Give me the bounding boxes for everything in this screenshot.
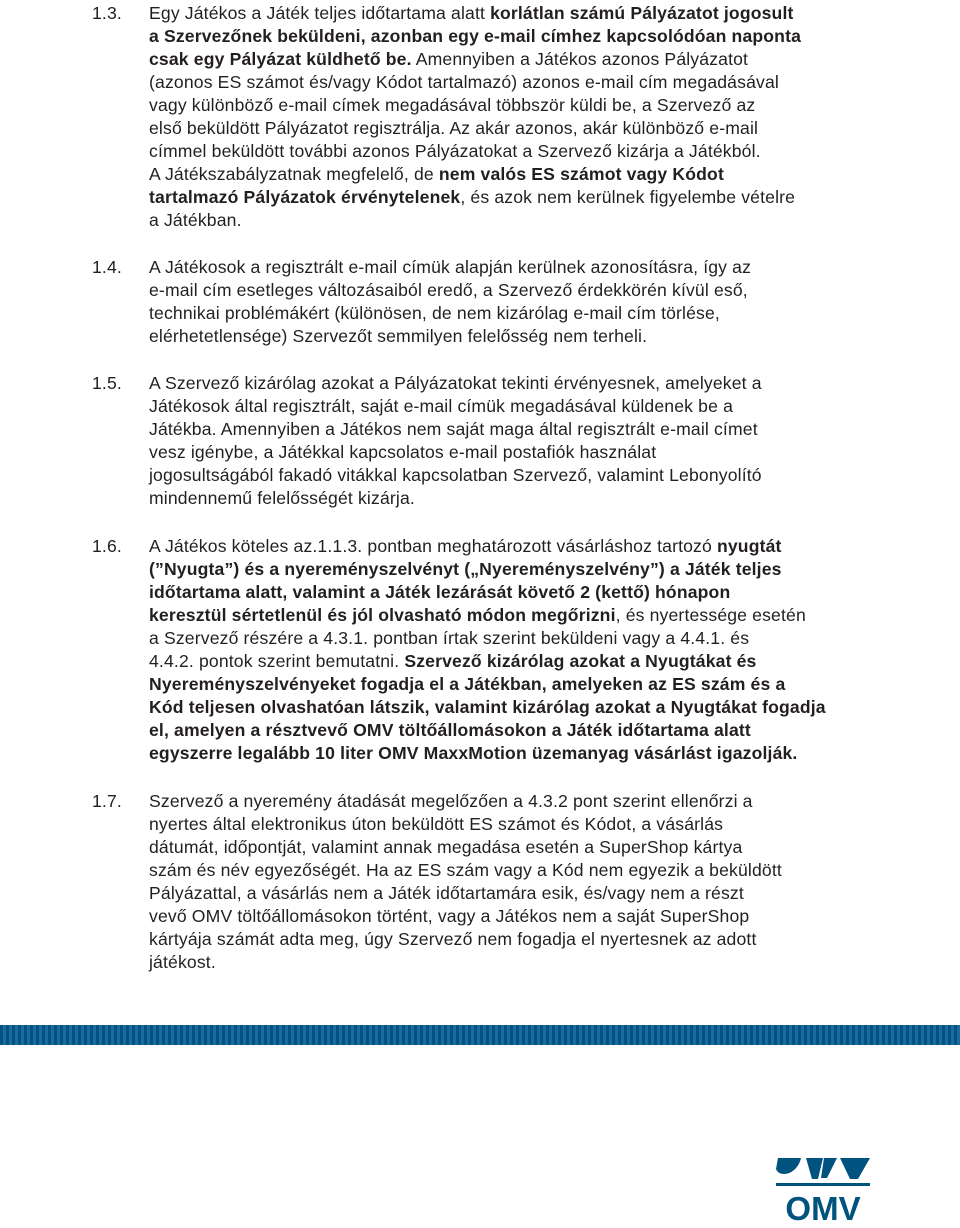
text-run: elérhetetlensége) Szervezőt semmilyen felelősség nem terheli.	[149, 326, 648, 346]
section-text	[149, 2, 889, 232]
text-run: , és nyertessége esetén	[615, 605, 806, 625]
text-run: 4.4.2. pontok szerint bemutatni.	[149, 651, 405, 671]
bold-text-run: nyugtát	[716, 536, 782, 556]
text-line	[149, 209, 889, 232]
omv-logo-text: OMV	[785, 1190, 861, 1223]
section-number: 1.5.	[92, 373, 122, 393]
bold-text-run: időtartama alatt, valamint a Játék lezárását követő 2 (kettő) hónapon	[149, 582, 731, 602]
text-line	[149, 928, 889, 951]
text-line	[149, 859, 889, 882]
text-line	[149, 627, 889, 650]
bold-text-run: keresztül sértetlenül és jól olvasható módon megőrizni	[149, 605, 616, 625]
text-run: címmel beküldött további azonos Pályázatokat a Szervező kizárja a Játékból.	[149, 141, 761, 161]
text-line	[149, 951, 889, 974]
text-line	[149, 790, 889, 813]
text-run: Pályázattal, a vásárlás nem a Játék időtartamára esik, és/vagy nem a részt	[149, 883, 744, 903]
text-run: (azonos ES számot és/vagy Kódot tartalmazó) azonos e-mail cím megadásával	[149, 72, 779, 92]
bold-text-run: csak egy Pályázat küldhető be.	[149, 49, 412, 69]
section-number: 1.7.	[92, 791, 122, 811]
text-line	[149, 673, 889, 696]
text-line	[149, 535, 889, 558]
section-text	[149, 256, 889, 348]
text-line	[149, 441, 889, 464]
text-line	[149, 882, 889, 905]
text-line	[149, 696, 889, 719]
text-run: vevő OMV töltőállomásokon történt, vagy a Játékos nem a saját SuperShop	[149, 906, 750, 926]
text-line	[149, 279, 889, 302]
text-run: Játékba. Amennyiben a Játékos nem saját maga által regisztrált e-mail címet	[149, 419, 758, 439]
text-run: technikai problémákért (különösen, de nem kizárólag e-mail cím törlése,	[149, 303, 720, 323]
text-run: A Szervező kizárólag azokat a Pályázatokat tekinti érvényesnek, amelyeket a	[149, 373, 762, 393]
section-number: 1.3.	[92, 3, 122, 23]
footer-stripe-band	[0, 1025, 960, 1045]
text-line	[149, 742, 889, 765]
bold-text-run: Nyereményszelvényeket fogadja el a Játékban, amelyeken az ES szám és a	[149, 674, 786, 694]
bold-text-run: korlátlan számú Pályázatot jogosult	[490, 3, 794, 23]
text-run: vagy különböző e-mail címek megadásával többször küldi be, a Szervező az	[149, 95, 756, 115]
text-run: vesz igénybe, a Játékkal kapcsolatos e-mail postafiók használat	[149, 442, 657, 462]
text-line	[149, 395, 889, 418]
text-line	[149, 25, 889, 48]
text-line	[149, 650, 889, 673]
text-line	[149, 558, 889, 581]
text-run: , és azok nem kerülnek figyelembe vételre	[460, 187, 796, 207]
text-line	[149, 48, 889, 71]
section-text	[149, 790, 889, 974]
bold-text-run: Szervező kizárólag azokat a Nyugtákat és	[404, 651, 757, 671]
text-line	[149, 325, 889, 348]
text-run: mindennemű felelősségét kizárja.	[149, 488, 415, 508]
text-run: játékost.	[149, 952, 216, 972]
text-run: A Játékosok a regisztrált e-mail címük alapján kerülnek azonosításra, így az	[149, 257, 752, 277]
text-line	[149, 487, 889, 510]
text-run: a Játékban.	[149, 210, 242, 230]
section-text	[149, 535, 889, 765]
text-run: e-mail cím esetleges változásaiból eredő, a Szervező érdekkörén kívül eső,	[149, 280, 748, 300]
bold-text-run: tartalmazó Pályázatok érvénytelenek	[149, 187, 461, 207]
text-run: kártyája számát adta meg, úgy Szervező nem fogadja el nyertesnek az adott	[149, 929, 757, 949]
text-line	[149, 256, 889, 279]
text-line	[149, 581, 889, 604]
bold-text-run: Kód teljesen olvashatóan látszik, valamint kizárólag azokat a Nyugtákat fogadja	[149, 697, 826, 717]
bold-text-run: (”Nyugta”) és a nyereményszelvényt („Nyereményszelvény”) a Játék teljes	[149, 559, 782, 579]
text-run: Szervező a nyeremény átadását megelőzően a 4.3.2 pont szerint ellenőrzi a	[149, 791, 753, 811]
omv-logo-icon	[774, 1151, 872, 1223]
section-number: 1.6.	[92, 536, 122, 556]
text-line	[149, 117, 889, 140]
bold-text-run: a Szervezőnek beküldeni, azonban egy e-mail címhez kapcsolódóan naponta	[149, 26, 802, 46]
text-run: első beküldött Pályázatot regisztrálja. Az akár azonos, akár különböző e-mail	[149, 118, 759, 138]
text-line	[149, 71, 889, 94]
text-line	[149, 464, 889, 487]
text-run: A Játékszabályzatnak megfelelő, de	[149, 164, 439, 184]
text-run: a Szervező részére a 4.3.1. pontban írtak szerint beküldeni vagy a 4.4.1. és	[149, 628, 750, 648]
bold-text-run: nem valós ES számot vagy Kódot	[438, 164, 724, 184]
section-text	[149, 372, 889, 510]
text-line	[149, 719, 889, 742]
text-line	[149, 94, 889, 117]
text-run: jogosultságából fakadó vitákkal kapcsolatban Szervező, valamint Lebonyolító	[149, 465, 762, 485]
text-line	[149, 163, 889, 186]
text-line	[149, 813, 889, 836]
text-line	[149, 372, 889, 395]
text-run: Játékosok által regisztrált, saját e-mail címük megadásával küldenek be a	[149, 396, 734, 416]
text-line	[149, 302, 889, 325]
text-run: nyertes által elektronikus úton beküldött ES számot és Kódot, a vásárlás	[149, 814, 724, 834]
text-line	[149, 140, 889, 163]
text-run: Amennyiben a Játékos azonos Pályázatot	[411, 49, 749, 69]
text-run: Egy Játékos a Játék teljes időtartama alatt	[149, 3, 491, 23]
text-line	[149, 604, 889, 627]
text-run: A Játékos köteles az.1.1.3. pontban meghatározott vásárláshoz tartozó	[149, 536, 717, 556]
bold-text-run: el, amelyen a résztvevő OMV töltőállomásokon a Játék időtartama alatt	[149, 720, 751, 740]
text-run: dátumát, időpontját, valamint annak megadása esetén a SuperShop kártya	[149, 837, 743, 857]
text-run: szám és név egyezőségét. Ha az ES szám vagy a Kód nem egyezik a beküldött	[149, 860, 782, 880]
text-line	[149, 186, 889, 209]
text-line	[149, 905, 889, 928]
bold-text-run: egyszerre legalább 10 liter OMV MaxxMotion üzemanyag vásárlást igazolják.	[149, 743, 798, 763]
text-line	[149, 2, 889, 25]
section-number: 1.4.	[92, 257, 122, 277]
text-line	[149, 836, 889, 859]
text-line	[149, 418, 889, 441]
